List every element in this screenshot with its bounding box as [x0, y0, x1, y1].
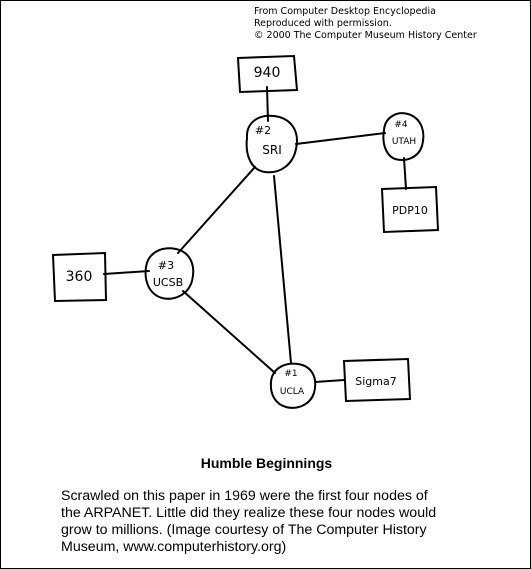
node-name-ucla: UCLA — [279, 387, 305, 397]
arpanet-sketch — [1, 1, 531, 441]
caption-line: the ARPANET. Little did they realize these four nodes would — [61, 505, 437, 521]
node-number-sri: #2 — [254, 124, 272, 137]
link-sri-ucla — [274, 176, 291, 363]
link-ucsb-360 — [104, 271, 149, 274]
credit-line-source: From Computer Desktop Encyclopedia — [254, 6, 436, 17]
link-sri-utah — [296, 133, 385, 144]
link-utah-pdp10 — [404, 158, 406, 189]
credit-line-permission: Reproduced with permission. — [254, 18, 392, 29]
host-label-940: 940 — [253, 65, 281, 81]
link-ucsb-ucla — [183, 291, 275, 373]
caption-body — [61, 488, 531, 556]
node-name-ucsb: UCSB — [152, 276, 184, 289]
host-label-pdp10: PDP10 — [392, 204, 428, 217]
node-name-sri: SRI — [262, 143, 282, 157]
host-label-360: 360 — [65, 269, 93, 285]
link-ucla-sigma7 — [315, 380, 344, 382]
link-sri-ucsb — [178, 167, 255, 253]
node-number-ucla: #1 — [284, 369, 298, 379]
node-number-utah: #4 — [394, 120, 408, 130]
caption-line: Scrawled on this paper in 1969 were the first four nodes of — [61, 488, 428, 504]
credit-line-copyright: © 2000 The Computer Museum History Center — [254, 30, 477, 41]
node-blob-ucsb — [146, 248, 194, 298]
caption-line: grow to millions. (Image courtesy of The Computer History — [61, 522, 427, 538]
node-name-utah: UTAH — [391, 137, 417, 147]
node-number-ucsb: #3 — [157, 259, 175, 272]
caption-line: Museum, www.computerhistory.org) — [61, 539, 287, 555]
caption-title: Humble Beginnings — [200, 455, 333, 471]
host-label-sigma7: Sigma7 — [355, 375, 397, 388]
